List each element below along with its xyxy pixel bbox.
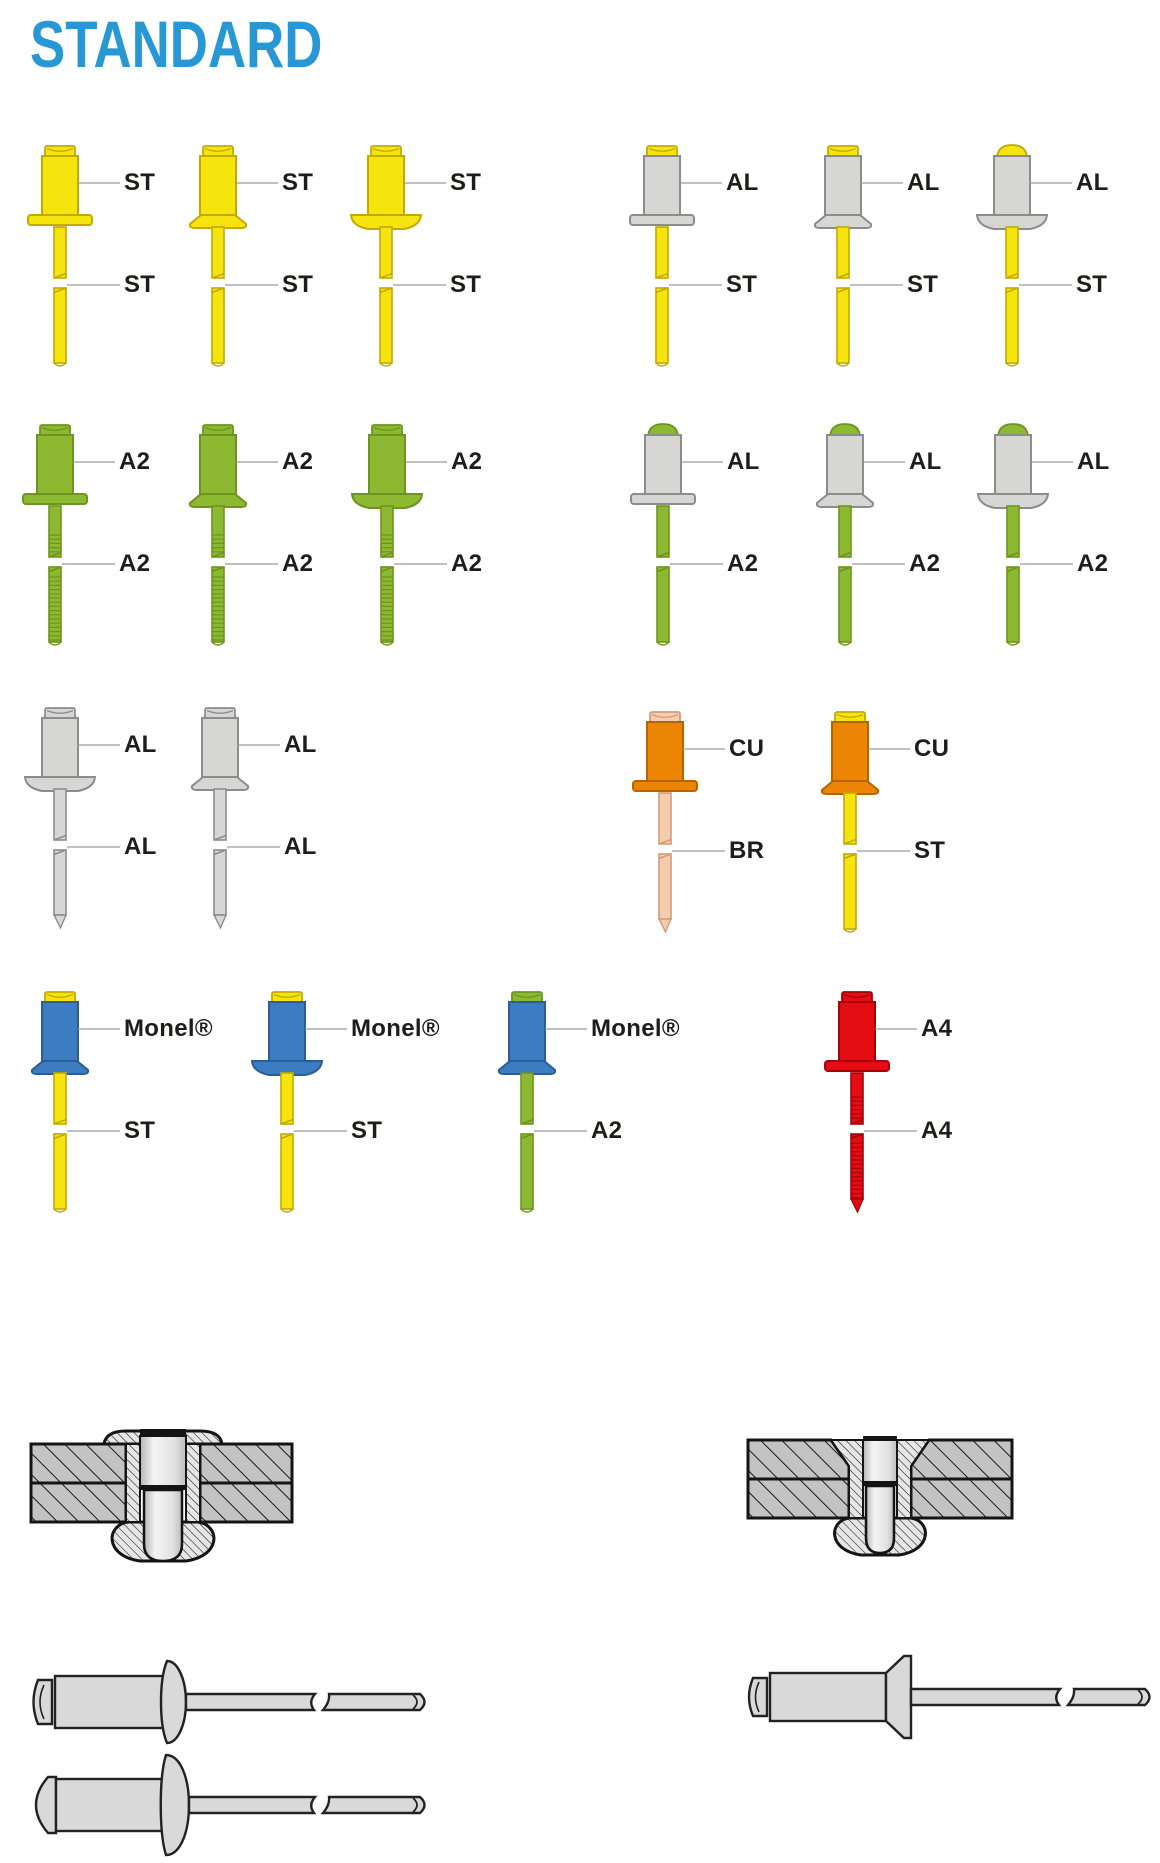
side-view-large-flange-head [18, 1753, 438, 1863]
material-label-body: AL [1077, 448, 1110, 475]
material-label-body: Monel® [124, 1015, 213, 1042]
material-label-body: A2 [282, 448, 314, 475]
rivet-st-st [346, 143, 556, 383]
rivet-al-a2 [623, 422, 833, 662]
material-label-body: CU [729, 735, 765, 762]
rivet-al-st [972, 143, 1160, 383]
rivet-cu-br [625, 709, 835, 949]
material-label-stem: ST [282, 271, 314, 298]
side-view-large-flange-head-graphic [18, 1753, 438, 1861]
material-label-body: CU [914, 735, 950, 762]
material-label-body: A4 [921, 1015, 953, 1042]
material-label-stem: BR [729, 837, 765, 864]
material-label-body: A2 [119, 448, 151, 475]
material-label-stem: ST [907, 271, 939, 298]
side-view-dome-head-graphic [18, 1655, 438, 1751]
side-view-countersunk-head [733, 1650, 1160, 1751]
side-view-dome-head [18, 1655, 438, 1756]
page-title: STANDARD [30, 7, 323, 81]
rivet-monel-st [247, 989, 457, 1229]
material-label-stem: AL [124, 833, 157, 860]
material-label-stem: ST [124, 271, 156, 298]
cross-section-dome-head-graphic [28, 1428, 298, 1578]
material-label-body: AL [909, 448, 942, 475]
material-label-stem: A2 [451, 550, 483, 577]
rivet-al-al [180, 705, 390, 945]
material-label-stem: ST [726, 271, 758, 298]
cross-section-countersunk-head-graphic [745, 1424, 1015, 1574]
material-label-stem: ST [914, 837, 946, 864]
material-label-body: ST [450, 169, 482, 196]
rivet-cu-st [810, 709, 1020, 949]
rivet-al-a2 [973, 422, 1160, 662]
material-label-body: Monel® [591, 1015, 680, 1042]
material-label-stem: A2 [591, 1117, 623, 1144]
rivet-a4-a4 [817, 989, 1027, 1229]
material-label-stem: ST [351, 1117, 383, 1144]
rivet-graphic [972, 143, 1160, 383]
material-label-stem: A2 [727, 550, 759, 577]
side-view-countersunk-head-graphic [733, 1650, 1160, 1746]
cross-section-dome-head [28, 1428, 298, 1583]
material-label-body: AL [727, 448, 760, 475]
material-label-stem: A2 [119, 550, 151, 577]
rivet-monel-st [20, 989, 230, 1229]
material-label-stem: A2 [909, 550, 941, 577]
material-label-stem: AL [284, 833, 317, 860]
material-label-body: AL [284, 731, 317, 758]
material-label-body: Monel® [351, 1015, 440, 1042]
rivet-graphic [973, 422, 1160, 662]
rivet-monel-a2 [487, 989, 697, 1229]
rivet-a2-a2 [347, 422, 557, 662]
rivet-al-st [622, 143, 832, 383]
material-label-body: AL [907, 169, 940, 196]
material-label-body: ST [124, 169, 156, 196]
cross-section-countersunk-head [745, 1424, 1015, 1579]
material-label-stem: ST [450, 271, 482, 298]
material-label-stem: A4 [921, 1117, 953, 1144]
material-label-stem: A2 [1077, 550, 1109, 577]
material-label-body: AL [1076, 169, 1109, 196]
material-label-body: AL [124, 731, 157, 758]
material-label-body: ST [282, 169, 314, 196]
material-label-stem: ST [1076, 271, 1108, 298]
material-label-body: A2 [451, 448, 483, 475]
material-label-stem: A2 [282, 550, 314, 577]
material-label-stem: ST [124, 1117, 156, 1144]
material-label-body: AL [726, 169, 759, 196]
